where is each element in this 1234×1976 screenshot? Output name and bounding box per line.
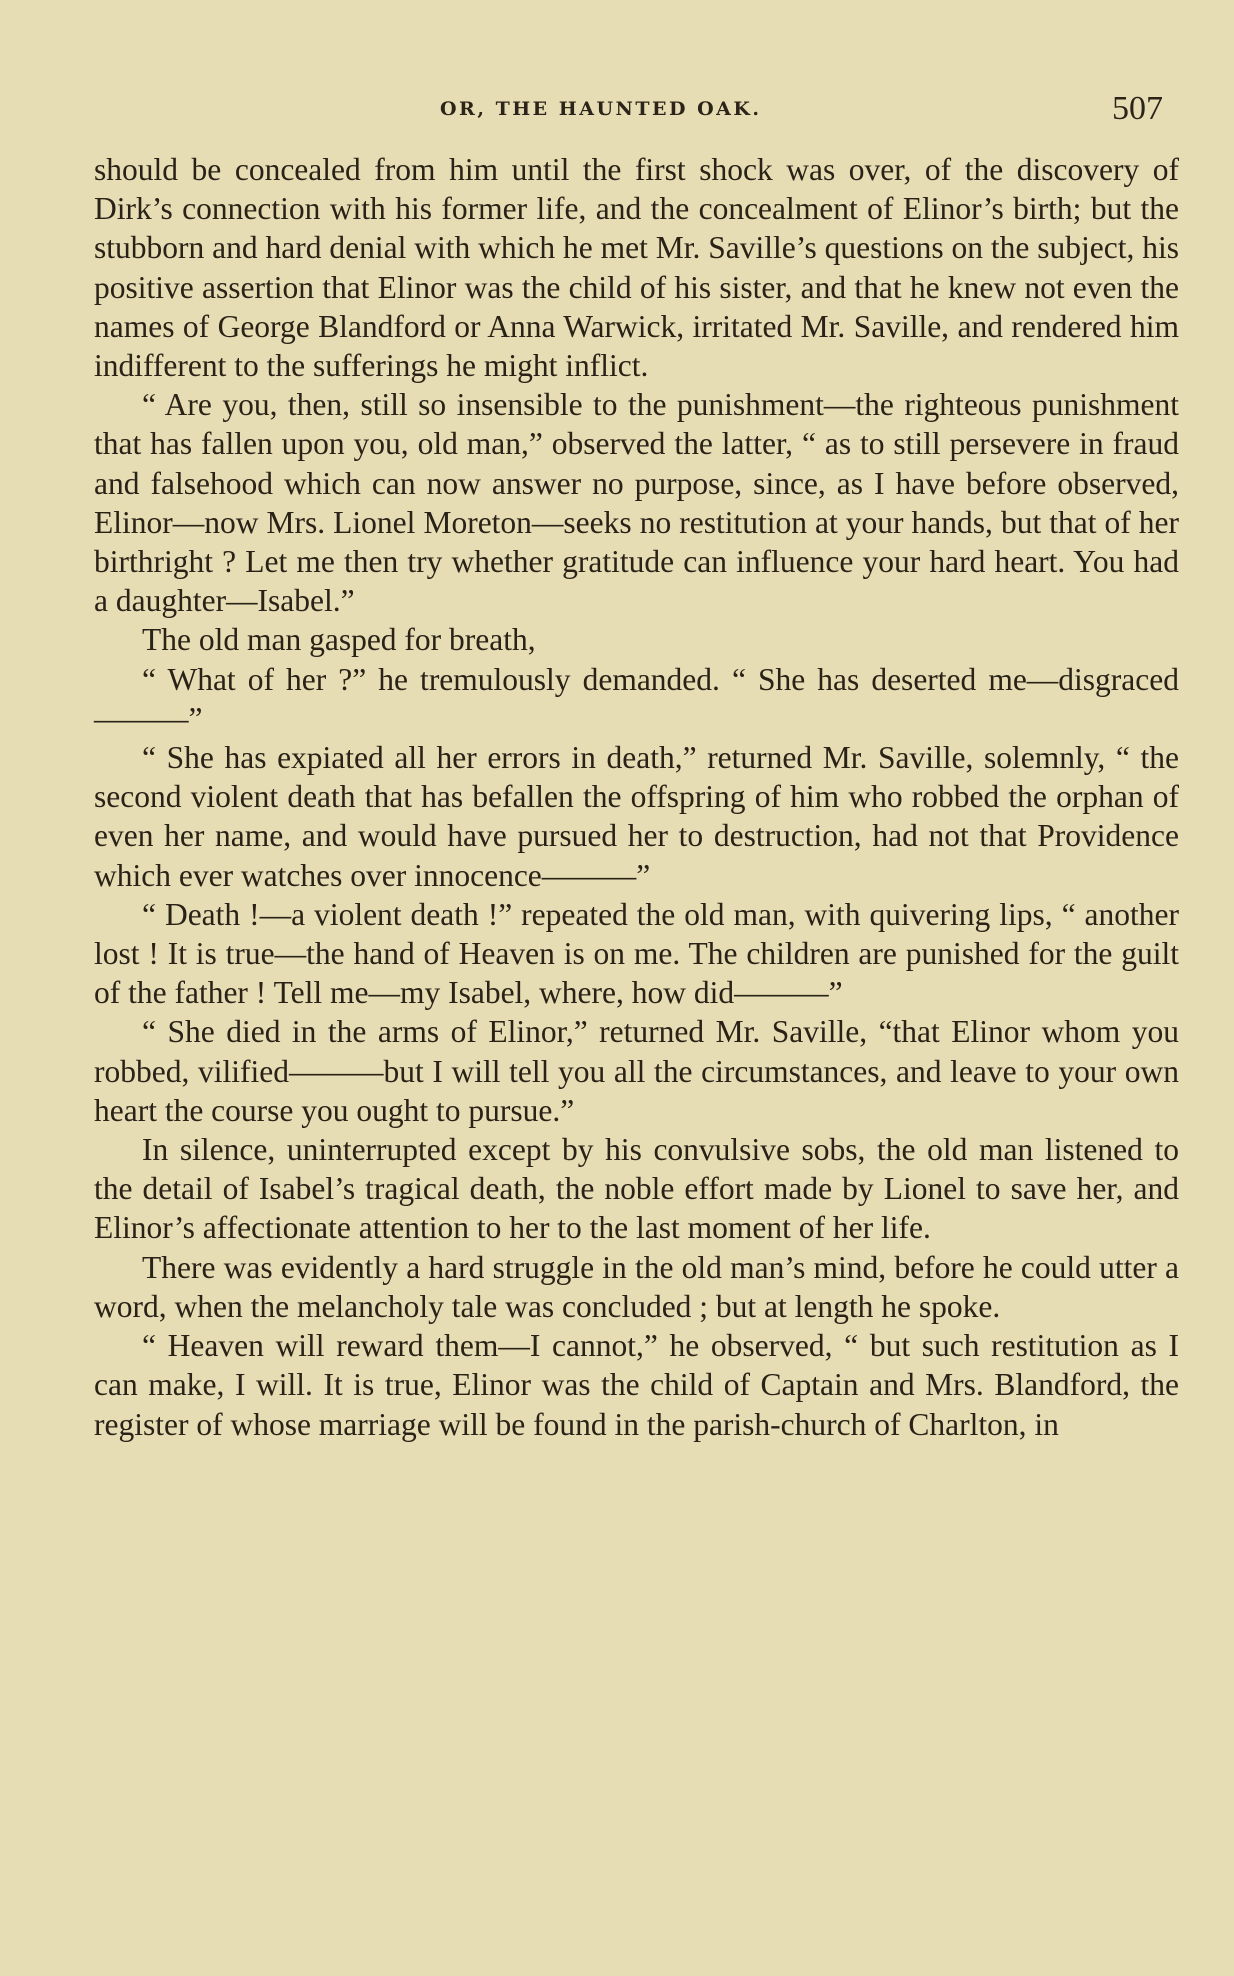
paragraph: “ She has expiated all her errors in death,” returned Mr. Saville, solemnly, “ the second violent death that has befallen the offspring of him who robbed the orphan of even her name, and would have pursued her to destruction, had not that Providence which ever watches over innocence———”	[94, 740, 1179, 893]
paragraph: “ She died in the arms of Elinor,” returned Mr. Saville, “that Elinor whom you robbed, vilified———but I will tell you all the circumstances, and leave to your own heart the course you ought to pursue.”	[94, 1014, 1179, 1128]
paragraph: In silence, uninterrupted except by his convulsive sobs, the old man listened to the detail of Isabel’s tragical death, the noble effort made by Lionel to save her, and Elinor’s affectionate attention to her to the last moment of her life.	[94, 1132, 1179, 1246]
paragraph: “ Are you, then, still so insensible to the punishment—the righteous punishment that has fallen upon you, old man,” observed the latter, “ as to still persevere in fraud and falsehood which can now answer no purpose, since, as I have before observed, Elinor—now Mrs. Lionel Moreton—seeks no restitution at your hands, but that of her birthright ? Let me then try whether gratitude can influence your hard heart. You had a daughter—Isabel.”	[94, 387, 1179, 619]
body-text	[94, 150, 1179, 1444]
paragraph: “ What of her ?” he tremulously demanded. “ She has deserted me—disgraced———”	[94, 661, 1179, 736]
page-number: 507	[1112, 90, 1163, 127]
running-title: OR, THE HAUNTED OAK.	[440, 98, 762, 120]
paragraph: The old man gasped for breath,	[142, 622, 536, 658]
paragraph: There was evidently a hard struggle in the old man’s mind, before he could utter a word, when the melancholy tale was concluded ; but at length he spoke.	[94, 1249, 1179, 1324]
paragraph: should be concealed from him until the first shock was over, of the discovery of Dirk’s connection with his former life, and the concealment of Elinor’s birth; but the stubborn and hard denial with which he met Mr. Saville’s questions on the subject, his positive assertion that Elinor was the child of his sister, and that he knew not even the names of George Blandford or Anna Warwick, irritated Mr. Saville, and rendered him indifferent to the sufferings he might inflict.	[94, 152, 1179, 384]
paragraph: “ Death !—a violent death !” repeated the old man, with quivering lips, “ another lost ! It is true—the hand of Heaven is on me. The children are punished for the guilt of the father ! Tell me—my Isabel, where, how did———”	[94, 896, 1179, 1011]
paragraph: “ Heaven will reward them—I cannot,” he observed, “ but such restitution as I can make, I will. It is true, Elinor was the child of Captain and Mrs. Blandford, the register of whose marriage will be found in the parish-church of Charlton, in	[94, 1328, 1179, 1442]
page-header	[0, 90, 1234, 140]
